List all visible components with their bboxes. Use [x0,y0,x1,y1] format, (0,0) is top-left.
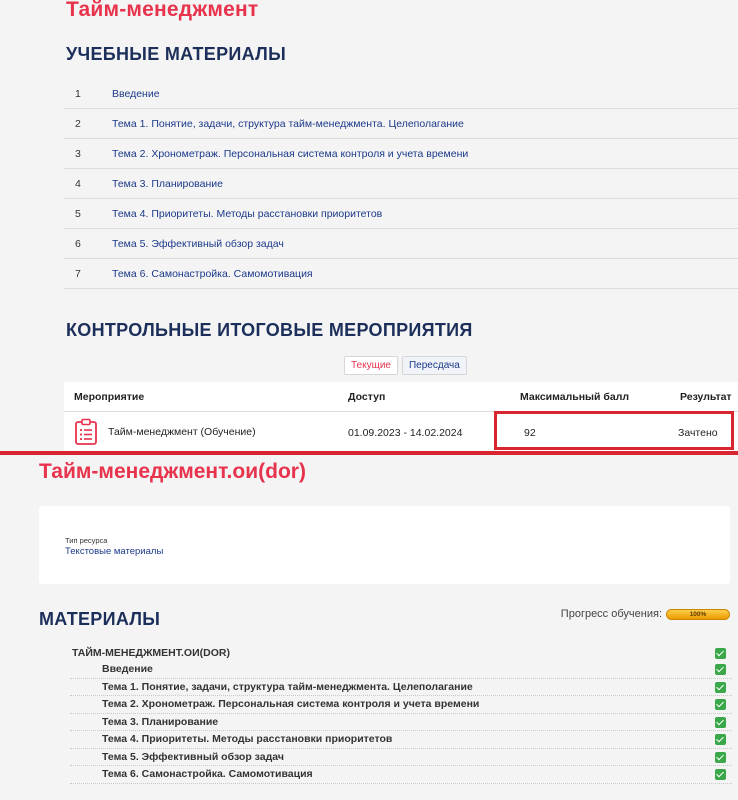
column-access: Доступ [348,391,386,403]
checkbox-checked-icon [715,648,726,659]
checkbox-checked-icon [715,699,726,710]
checkbox-checked-icon [715,769,726,780]
resource-type-label: Тип ресурса [65,536,108,545]
checkbox-checked-icon [715,682,726,693]
tab-current[interactable]: Текущие [344,356,398,375]
list-item [64,199,738,229]
column-result: Результат [680,391,732,403]
tree-item-label: Введение [102,663,153,675]
material-link[interactable]: Тема 1. Понятие, задачи, структура тайм-менеджмента. Целеполагание [112,117,464,130]
tree-item-label: Тема 5. Эффективный обзор задач [102,750,284,763]
item-number: 2 [75,117,81,130]
item-number: 4 [75,177,81,190]
list-item [64,139,738,169]
column-event: Мероприятие [74,391,145,403]
list-item [64,169,738,199]
item-number: 6 [75,237,81,250]
item-number: 1 [75,87,81,100]
checkbox-checked-icon [715,717,726,728]
learning-progress [561,608,730,620]
resource-info-card [39,506,730,584]
events-tabs [344,356,467,375]
material-link[interactable]: Тема 6. Самонастройка. Самомотивация [112,267,313,280]
resource-panel [0,455,738,800]
progress-bar [666,609,730,620]
list-item [64,79,738,109]
course-title: Тайм-менеджмент [66,0,259,21]
tree-root-label: ТАЙМ-МЕНЕДЖМЕНТ.ОИ(DOR) [72,647,230,659]
material-link[interactable]: Тема 3. Планирование [112,177,223,190]
list-item [64,109,738,139]
tree-item-label: Тема 2. Хронометраж. Персональная система контроля и учета времени [102,698,480,710]
highlight-frame [494,411,734,450]
tree-item[interactable] [70,749,732,767]
tree-item[interactable] [70,661,732,679]
progress-text: 100% [689,610,707,618]
event-access: 01.09.2023 - 14.02.2024 [348,427,463,439]
checkbox-checked-icon [715,752,726,763]
item-number: 7 [75,267,81,280]
materials-heading-2: МАТЕРИАЛЫ [39,609,161,629]
list-item [64,229,738,259]
material-link[interactable]: Тема 4. Приоритеты. Методы расстановки приоритетов [112,207,383,220]
list-item [64,259,738,289]
column-max-score: Максимальный балл [520,391,630,403]
materials-list [64,79,738,289]
tree-item-label: Тема 1. Понятие, задачи, структура тайм-менеджмента. Целеполагание [102,680,473,693]
tree-item-label: Тема 3. Планирование [102,715,219,728]
tree-item[interactable] [70,679,732,697]
progress-label: Прогресс обучения: [560,608,662,620]
event-name[interactable]: Тайм-менеджмент (Обучение) [108,426,256,438]
tree-root[interactable] [64,646,732,661]
events-table-header [64,382,738,412]
item-number: 5 [75,207,81,220]
event-result: Зачтено [678,427,718,439]
tree-item[interactable] [70,731,732,749]
material-link[interactable]: Введение [112,87,160,100]
checkbox-checked-icon [715,664,726,675]
material-link[interactable]: Тема 2. Хронометраж. Персональная система контроля и учета времени [112,147,469,160]
tree-item[interactable] [70,696,732,714]
material-link[interactable]: Тема 5. Эффективный обзор задач [112,237,284,250]
item-number: 3 [75,147,81,160]
tree-item-label: Тема 4. Приоритеты. Методы расстановки приоритетов [102,733,393,745]
resource-title: Тайм-менеджмент.ои(dor) [39,460,306,483]
materials-tree [64,646,732,784]
event-max-score: 92 [524,427,536,439]
tree-item[interactable] [70,766,732,784]
tree-item-label: Тема 6. Самонастройка. Самомотивация [102,768,313,780]
tree-item[interactable] [70,714,732,732]
tab-retake[interactable]: Пересдача [402,356,467,375]
materials-heading: УЧЕБНЫЕ МАТЕРИАЛЫ [66,44,287,64]
control-events-heading: КОНТРОЛЬНЫЕ ИТОГОВЫЕ МЕРОПРИЯТИЯ [66,320,473,340]
resource-type-value: Текстовые материалы [65,546,164,557]
checkbox-checked-icon [715,734,726,745]
clipboard-list-icon [74,418,98,446]
